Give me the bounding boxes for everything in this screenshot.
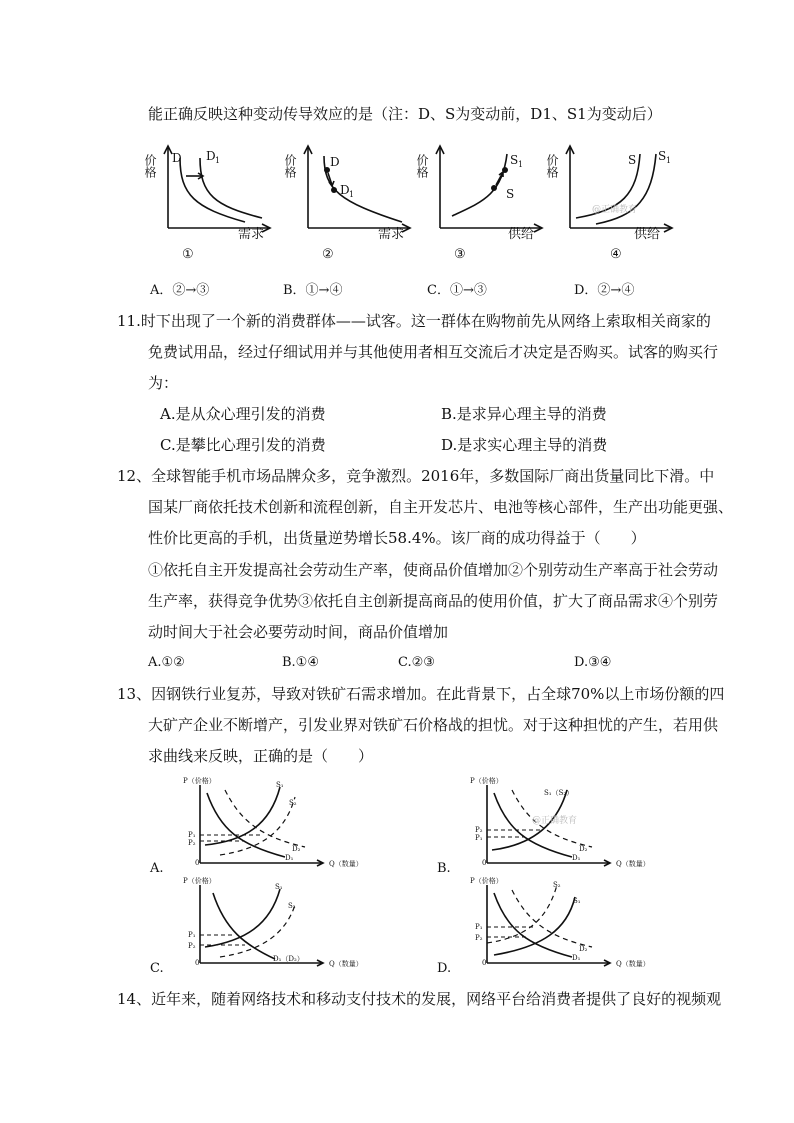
- graph-3-ylabel: 价格: [415, 154, 429, 178]
- p1-label: P₁: [475, 834, 483, 842]
- q11-option-a: A.是从众心理引发的消费: [160, 405, 326, 423]
- demand-d1: [207, 793, 285, 857]
- label-d1: D₁: [285, 854, 294, 862]
- q12-line-5: 生产率，获得竞争优势③依托自主创新提高商品的使用价值，扩大了商品需求④个别劳: [148, 592, 719, 610]
- graph-1-ylabel: 价格: [143, 154, 157, 178]
- q13-graph-c: [145, 875, 363, 976]
- p2-label: P₂: [188, 942, 196, 950]
- label-s1: S₁: [573, 897, 581, 905]
- intro-line: 能正确反映这种变动传导效应的是（注：D、S为变动前，D1、S1为变动后）: [148, 105, 662, 123]
- p2-label: P₂: [188, 839, 196, 847]
- label-d: D: [330, 155, 340, 169]
- q11-option-d: D.是求实心理主导的消费: [441, 436, 608, 454]
- p1-label: P₁: [475, 923, 483, 931]
- y-axis-label: P（价格）: [470, 877, 503, 885]
- label-d1: D: [206, 149, 216, 163]
- label-s1: S₁: [276, 781, 284, 789]
- label-s: S: [506, 187, 515, 201]
- label-d2: D₂: [579, 845, 588, 853]
- label-d1: D₁: [572, 954, 581, 962]
- q14-line-1: 14、近年来，随着网络技术和移动支付技术的发展，网络平台给消费者提供了良好的视频观: [117, 990, 722, 1008]
- label-d: D: [172, 151, 182, 165]
- graph-1-xlabel: 需求: [238, 227, 265, 242]
- watermark: @正确教育: [532, 816, 578, 826]
- q13-line-2: 大矿产企业不断增产，引发业界对铁矿石价格战的担忧。对于这种担忧的产生，若用供: [148, 716, 719, 734]
- label-s2: S₂: [553, 881, 561, 889]
- q12-line-1: 12、全球智能手机市场品牌众多，竞争激烈。2016年，多数国际厂商出货量同比下滑。中: [117, 467, 715, 485]
- q10-graph-3: [415, 140, 552, 265]
- graph-letter: A.: [150, 861, 164, 876]
- label-s: S: [628, 153, 637, 167]
- x-axis-label: Q（数量）: [329, 960, 363, 968]
- demand-d1: [213, 893, 275, 959]
- label-s2: S₂: [288, 902, 296, 910]
- q13-graph-b: [432, 775, 650, 876]
- y-axis-label: P（价格）: [183, 777, 216, 785]
- q13-line-3: 求曲线来反映，正确的是（ ）: [148, 747, 374, 765]
- curve-s: [452, 154, 507, 216]
- q12-line-3: 性价比更高的手机，出货量逆势增长58.4%。该厂商的成功得益于（ ）: [148, 529, 646, 547]
- q12-line-4: ①依托自主开发提高社会劳动生产率，使商品价值增加②个别劳动生产率高于社会劳动: [148, 561, 719, 579]
- q11-option-b: B.是求异心理主导的消费: [441, 405, 607, 423]
- origin-label: 0: [482, 959, 487, 967]
- label-s1: S: [510, 153, 519, 167]
- q12-line-2: 国某厂商依托技术创新和流程创新，自主开发芯片、电池等核心部件，生产出功能更强、: [148, 498, 734, 516]
- q11-option-c: C.是攀比心理引发的消费: [160, 436, 326, 454]
- label-d1-d2: D₁（D₂）: [273, 955, 304, 963]
- supply-s1: [205, 889, 280, 947]
- graph-1-caption: ①: [182, 247, 194, 262]
- q12-option-d: D.③④: [574, 655, 612, 670]
- graph-4-ylabel: 价格: [545, 154, 559, 178]
- label-d2: D₂: [579, 945, 588, 953]
- q10-graph-4: [545, 140, 682, 265]
- supply-s1: [494, 897, 575, 955]
- watermark: @正确教育: [592, 205, 638, 215]
- x-axis-label: Q（数量）: [329, 860, 363, 868]
- q10-option-b: B．①→④: [283, 283, 343, 298]
- p2-label: P₂: [475, 934, 483, 942]
- p1-label: P₁: [188, 831, 196, 839]
- q12-line-6: 动时间大于社会必要劳动时间，商品价值增加: [148, 623, 449, 641]
- graph-letter: D.: [437, 961, 452, 976]
- q10-option-c: C．①→③: [427, 283, 487, 298]
- label-s1-s2: S₁（S₂）: [544, 789, 574, 797]
- q12-option-a: A.①②: [148, 655, 185, 670]
- label-s1: S: [658, 149, 667, 163]
- label-s1: S₁: [275, 883, 283, 891]
- graph-letter: B.: [437, 861, 451, 876]
- label-s1-sub: 1: [518, 160, 524, 169]
- graph-4-xlabel: 供给: [634, 227, 661, 242]
- graph-4-caption: ④: [610, 247, 622, 262]
- y-axis-label: P（价格）: [183, 877, 216, 885]
- x-axis-label: Q（数量）: [616, 860, 650, 868]
- graph-2-ylabel: 价格: [283, 154, 297, 178]
- label-d1: D₁: [572, 854, 581, 862]
- q12-option-b: B.①④: [282, 655, 319, 670]
- graph-3-xlabel: 供给: [508, 227, 535, 242]
- q11-line-2: 免费试用品，经过仔细试用并与其他使用者相互交流后才决定是否购买。试客的购买行: [148, 343, 719, 361]
- graph-2-caption: ②: [322, 247, 334, 262]
- p2-label: P₂: [475, 826, 483, 834]
- q10-option-d: D．②→④: [574, 283, 635, 298]
- label-d2: D₂: [292, 845, 301, 853]
- label-s1-sub: 1: [666, 156, 672, 165]
- origin-label: 0: [195, 959, 200, 967]
- q10-graph-2: [283, 140, 420, 265]
- label-s2: S₂: [289, 799, 297, 807]
- origin-label: 0: [195, 859, 200, 867]
- p1-label: P₁: [188, 931, 196, 939]
- curve-d: [180, 158, 245, 222]
- q13-graph-d: [432, 875, 650, 976]
- q11-line-1: 11.时下出现了一个新的消费群体——试客。这一群体在购物前先从网络上索取相关商家的: [117, 312, 711, 330]
- q10-option-a: A．②→③: [150, 283, 210, 298]
- graph-letter: C.: [150, 961, 164, 976]
- graph-2-xlabel: 需求: [378, 227, 405, 242]
- q13-graph-a: [145, 775, 363, 876]
- q10-graph-1: [143, 140, 280, 265]
- q12-option-c: C.②③: [398, 655, 435, 670]
- x-axis-label: Q（数量）: [616, 960, 650, 968]
- q11-line-3: 为：: [148, 374, 179, 392]
- label-d1: D: [340, 183, 350, 197]
- q13-line-1: 13、因钢铁行业复苏，导致对铁矿石需求增加。在此背景下，占全球70%以上市场份额的四: [117, 685, 725, 703]
- label-d1-sub: 1: [349, 190, 355, 199]
- y-axis-label: P（价格）: [470, 777, 503, 785]
- label-d1-sub: 1: [215, 156, 221, 165]
- origin-label: 0: [482, 859, 487, 867]
- graph-3-caption: ③: [454, 247, 466, 262]
